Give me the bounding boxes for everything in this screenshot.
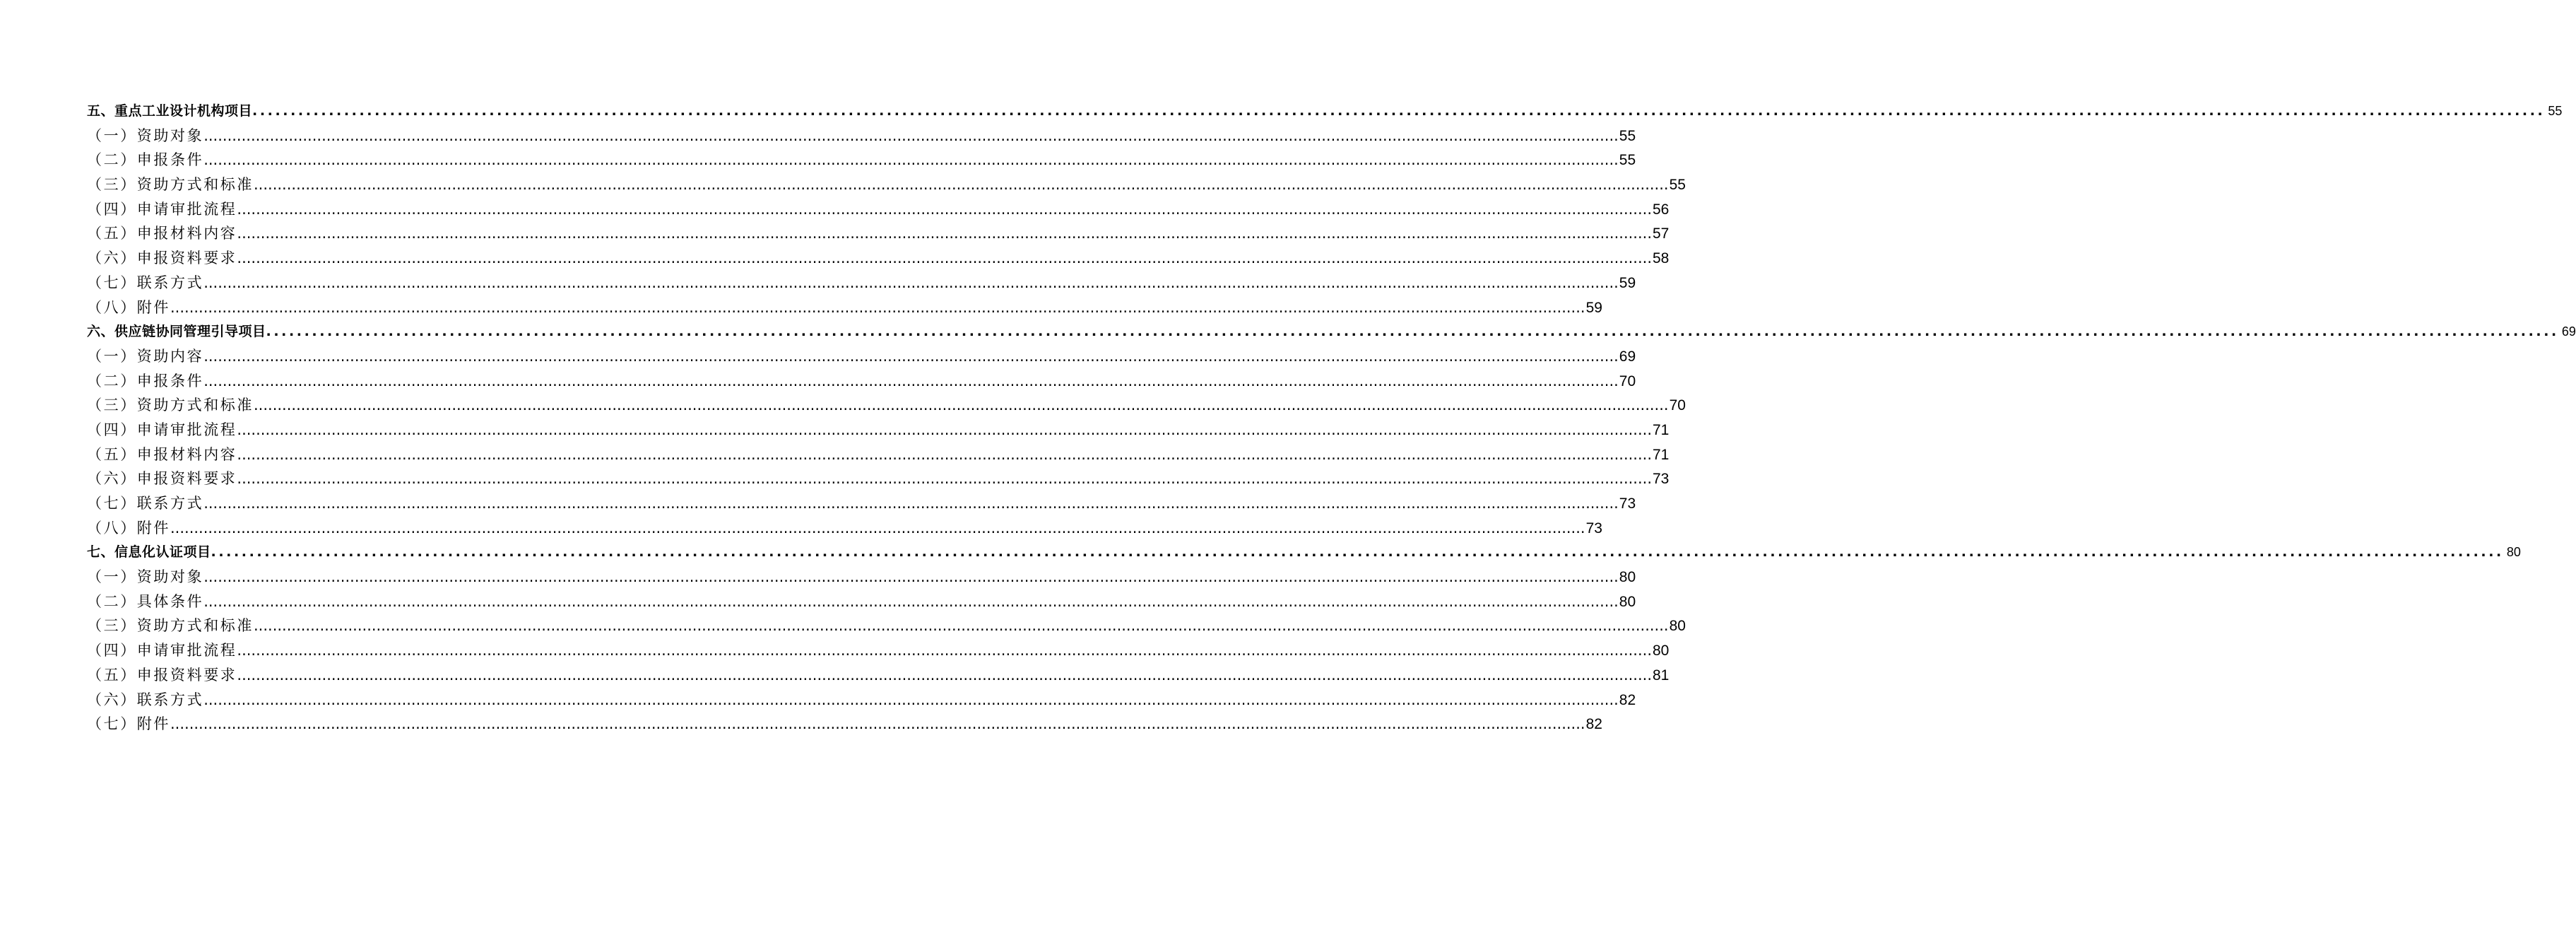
toc-page-number: 55	[1669, 177, 1686, 194]
toc-page-number: 69	[1619, 348, 1636, 365]
toc-entry[interactable]	[87, 638, 1670, 663]
toc-page-number: 59	[1585, 299, 1602, 316]
toc-page-number: 80	[1653, 643, 1670, 659]
toc-dot-leader: ............................................................................................................................................................................................................................................................................................................	[266, 324, 2559, 340]
toc-entry[interactable]	[87, 614, 1686, 638]
toc-heading-label: 五、重点工业设计机构项目	[87, 103, 253, 119]
toc-entry[interactable]	[87, 418, 1670, 442]
toc-entry[interactable]	[87, 565, 1636, 590]
toc-dot-leader: ............................................................................................................................................................................................................................................................................................................	[237, 445, 1652, 463]
toc-entry[interactable]	[87, 221, 1670, 246]
toc-entry-label: （三）资助方式和标准	[87, 397, 254, 414]
toc-entry[interactable]	[87, 271, 1636, 295]
toc-dot-leader: ............................................................................................................................................................................................................................................................................................................	[203, 568, 1619, 586]
toc-dot-leader: ............................................................................................................................................................................................................................................................................................................	[237, 666, 1652, 684]
toc-page-number: 58	[1653, 250, 1670, 267]
toc-entry-label: （四）申请审批流程	[87, 421, 237, 438]
toc-entry-label: （二）申报条件	[87, 151, 204, 169]
toc-dot-leader: ............................................................................................................................................................................................................................................................................................................	[254, 397, 1669, 414]
toc-page-number: 57	[1653, 225, 1670, 242]
toc-page-number: 82	[1619, 691, 1636, 708]
toc-page-number: 80	[1619, 593, 1636, 610]
toc-page-number: 55	[1619, 127, 1636, 144]
toc-page-number: 55	[1619, 152, 1636, 169]
toc-entry-label: （一）资助对象	[87, 127, 204, 144]
toc-entry[interactable]	[87, 663, 1670, 688]
toc-dot-leader: ............................................................................................................................................................................................................................................................................................................	[237, 421, 1652, 438]
toc-dot-leader: ............................................................................................................................................................................................................................................................................................................	[254, 176, 1669, 194]
toc-entry[interactable]	[87, 344, 1636, 369]
toc-page-number: 55	[2548, 104, 2563, 118]
toc-heading-5[interactable]	[87, 99, 2563, 124]
toc-entry-label: （六）申报资料要求	[87, 250, 237, 267]
toc-entry[interactable]	[87, 246, 1670, 271]
toc-dot-leader: ............................................................................................................................................................................................................................................................................................................	[170, 519, 1585, 536]
toc-entry[interactable]	[87, 172, 1686, 197]
toc-page-number: 71	[1653, 421, 1670, 438]
toc-entry[interactable]	[87, 688, 1636, 712]
toc-dot-leader: ............................................................................................................................................................................................................................................................................................................	[170, 298, 1585, 316]
toc-page-number: 82	[1585, 716, 1602, 733]
toc-dot-leader: ............................................................................................................................................................................................................................................................................................................	[237, 225, 1652, 242]
toc-dot-leader: ............................................................................................................................................................................................................................................................................................................	[203, 347, 1619, 365]
toc-page-number: 69	[2561, 324, 2576, 339]
toc-entry[interactable]	[87, 295, 1602, 320]
toc-dot-leader: ............................................................................................................................................................................................................................................................................................................	[203, 274, 1619, 291]
table-of-contents	[87, 99, 2576, 737]
toc-page-number: 73	[1585, 520, 1602, 536]
toc-dot-leader: ............................................................................................................................................................................................................................................................................................................	[252, 103, 2546, 119]
toc-dot-leader: ............................................................................................................................................................................................................................................................................................................	[203, 127, 1619, 144]
toc-entry-label: （七）附件	[87, 715, 170, 733]
toc-entry-label: （一）资助内容	[87, 347, 204, 365]
toc-entry[interactable]	[87, 712, 1602, 737]
toc-entry-label: （七）联系方式	[87, 274, 204, 291]
toc-page-number: 56	[1653, 201, 1670, 218]
toc-heading-7[interactable]	[87, 540, 2521, 565]
toc-entry[interactable]	[87, 516, 1602, 541]
toc-dot-leader: ............................................................................................................................................................................................................................................................................................................	[237, 642, 1652, 659]
toc-dot-leader: ............................................................................................................................................................................................................................................................................................................	[237, 470, 1652, 488]
toc-page-number: 80	[2506, 545, 2521, 560]
toc-entry[interactable]	[87, 393, 1686, 418]
toc-entry[interactable]	[87, 491, 1636, 516]
toc-entry[interactable]	[87, 124, 1636, 148]
toc-entry-label: （六）申报资料要求	[87, 470, 237, 488]
toc-entry-label: （一）资助对象	[87, 568, 204, 586]
toc-entry-label: （二）申报条件	[87, 372, 204, 389]
toc-dot-leader: ............................................................................................................................................................................................................................................................................................................	[237, 200, 1652, 218]
toc-page-number: 80	[1619, 569, 1636, 586]
toc-entry-label: （三）资助方式和标准	[87, 617, 254, 635]
toc-page-number: 70	[1619, 373, 1636, 389]
toc-heading-6[interactable]	[87, 319, 2576, 344]
toc-entry[interactable]	[87, 369, 1636, 394]
toc-page-number: 80	[1669, 618, 1686, 635]
toc-heading-label: 六、供应链协同管理引导项目	[87, 324, 266, 340]
toc-entry-label: （四）申请审批流程	[87, 642, 237, 659]
toc-entry-label: （八）附件	[87, 298, 170, 316]
toc-dot-leader: ............................................................................................................................................................................................................................................................................................................	[237, 250, 1652, 267]
toc-entry[interactable]	[87, 197, 1670, 222]
toc-entry-label: （六）联系方式	[87, 691, 204, 708]
toc-entry-label: （二）具体条件	[87, 592, 204, 610]
toc-page-number: 71	[1653, 446, 1670, 463]
toc-dot-leader: ............................................................................................................................................................................................................................................................................................................	[203, 151, 1619, 169]
toc-page-number: 59	[1619, 274, 1636, 291]
toc-entry-label: （四）申请审批流程	[87, 200, 237, 218]
toc-dot-leader: ............................................................................................................................................................................................................................................................................................................	[203, 592, 1619, 610]
toc-entry-label: （七）联系方式	[87, 495, 204, 512]
toc-entry[interactable]	[87, 442, 1670, 467]
toc-entry-label: （三）资助方式和标准	[87, 176, 254, 194]
toc-entry[interactable]	[87, 590, 1636, 614]
toc-entry[interactable]	[87, 148, 1636, 172]
toc-page-number: 73	[1619, 495, 1636, 512]
toc-dot-leader: ............................................................................................................................................................................................................................................................................................................	[170, 715, 1585, 733]
toc-entry-label: （五）申报材料内容	[87, 445, 237, 463]
toc-dot-leader: ............................................................................................................................................................................................................................................................................................................	[254, 617, 1669, 635]
toc-dot-leader: ............................................................................................................................................................................................................................................................................................................	[203, 372, 1619, 389]
toc-page-number: 73	[1653, 471, 1670, 488]
toc-entry-label: （八）附件	[87, 519, 170, 536]
toc-dot-leader: ............................................................................................................................................................................................................................................................................................................	[211, 544, 2504, 561]
toc-entry-label: （五）申报资料要求	[87, 666, 237, 684]
toc-entry-label: （五）申报材料内容	[87, 225, 237, 242]
toc-entry[interactable]	[87, 467, 1670, 491]
toc-dot-leader: ............................................................................................................................................................................................................................................................................................................	[203, 495, 1619, 512]
toc-page-number: 81	[1653, 667, 1670, 684]
toc-dot-leader: ............................................................................................................................................................................................................................................................................................................	[203, 691, 1619, 708]
toc-page-number: 70	[1669, 397, 1686, 414]
toc-heading-label: 七、信息化认证项目	[87, 544, 211, 561]
